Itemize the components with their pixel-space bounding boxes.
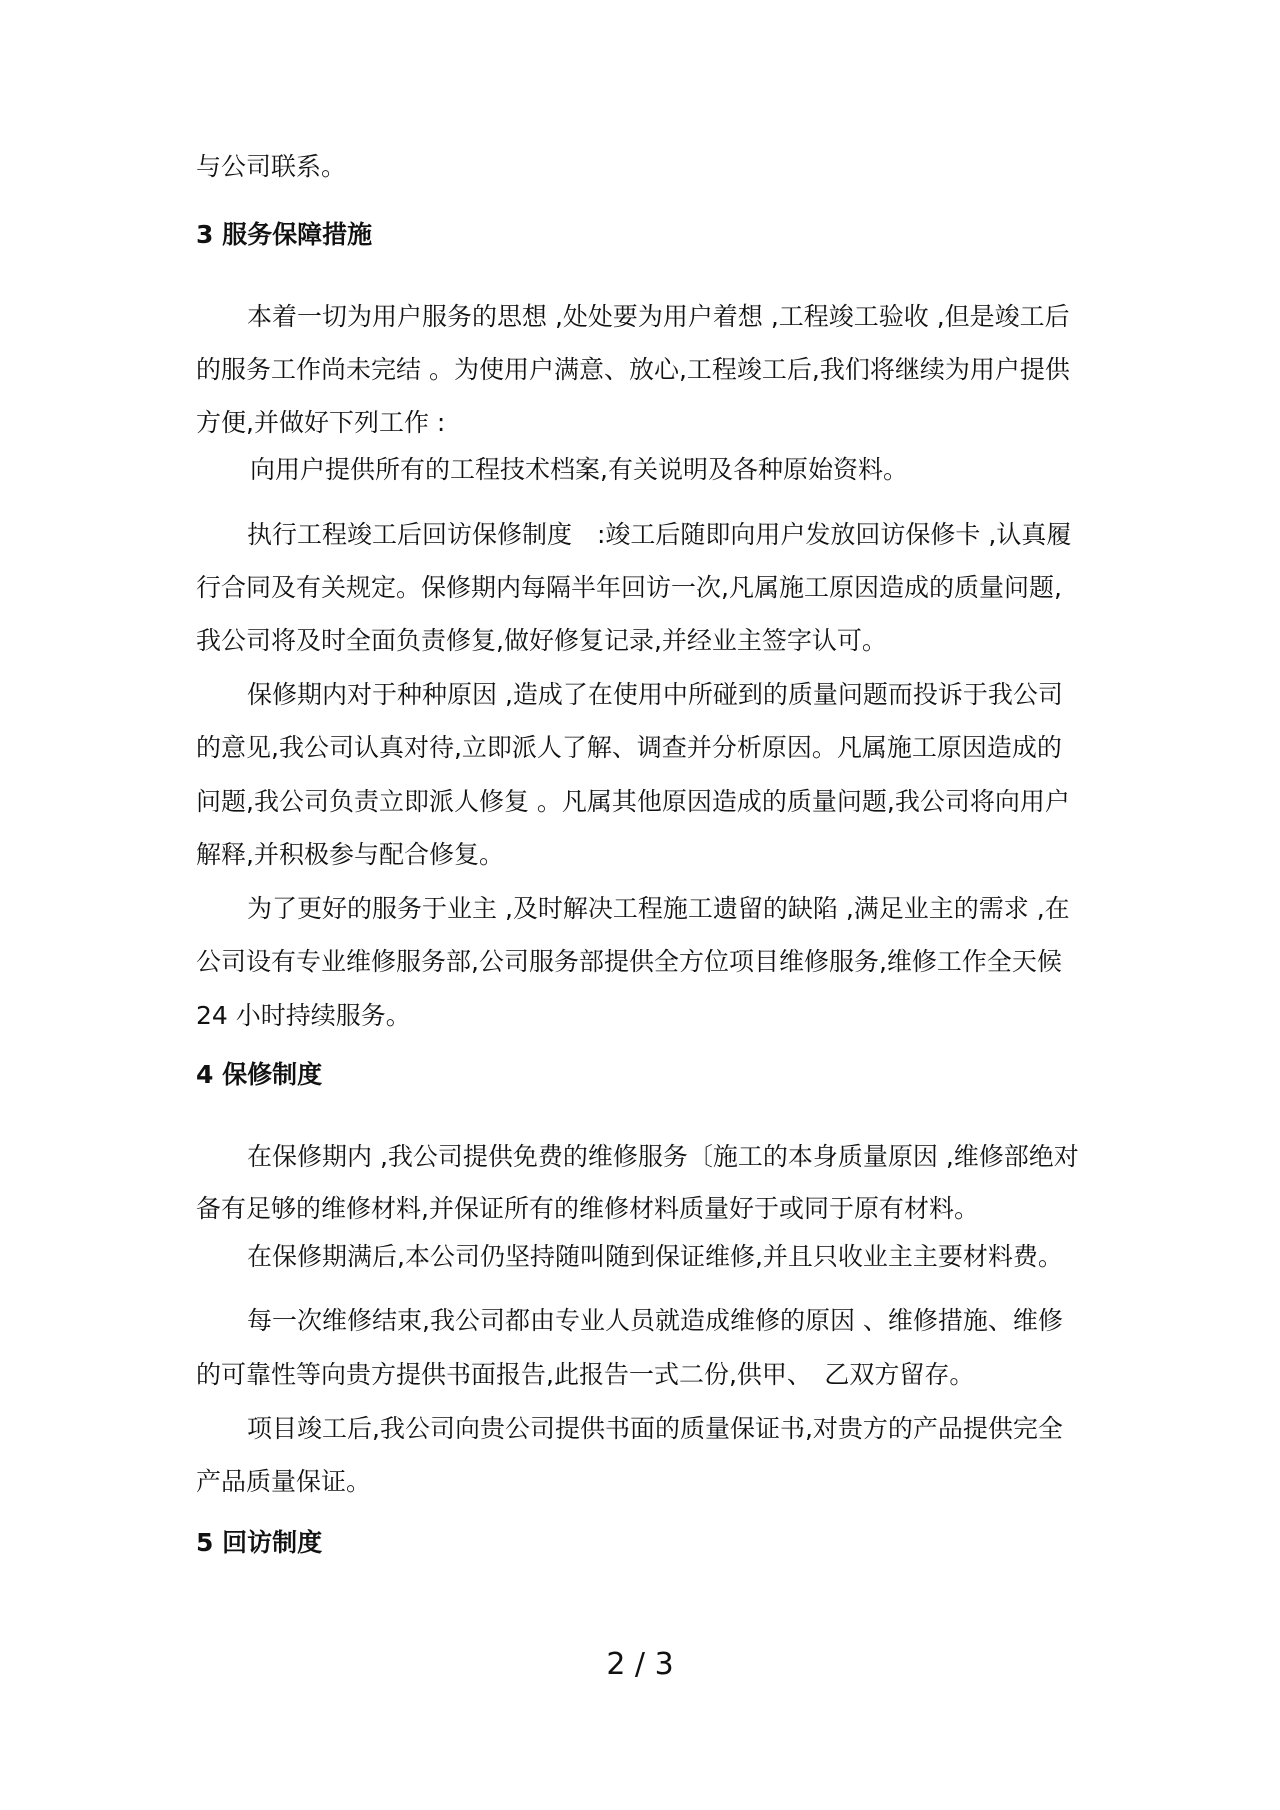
section-heading-4: 4 保修制度 xyxy=(196,1060,323,1089)
text-line: 保修期内对于种种原因 ,造成了在使用中所碰到的质量问题而投诉于我公司 xyxy=(247,680,1063,709)
text-line: 方便,并做好下列工作 : xyxy=(196,408,446,437)
text-line: 项目竣工后,我公司向贵公司提供书面的质量保证书,对贵方的产品提供完全 xyxy=(247,1414,1063,1443)
text-line: 公司设有专业维修服务部,公司服务部提供全方位项目维修服务,维修工作全天候 xyxy=(196,947,1062,976)
text-line: 为了更好的服务于业主 ,及时解决工程施工遗留的缺陷 ,满足业主的需求 ,在 xyxy=(247,894,1070,923)
text-line: 在保修期满后,本公司仍坚持随叫随到保证维修,并且只收业主主要材料费。 xyxy=(247,1242,1063,1271)
text-line: 与公司联系。 xyxy=(196,152,347,181)
text-line: 的服务工作尚未完结 。为使用户满意、放心,工程竣工后,我们将继续为用户提供 xyxy=(196,355,1070,384)
section-heading-3: 3 服务保障措施 xyxy=(196,220,373,249)
text-line: 解释,并积极参与配合修复。 xyxy=(196,840,504,869)
section-heading-5: 5 回访制度 xyxy=(196,1528,323,1557)
text-line: 本着一切为用户服务的思想 ,处处要为用户着想 ,工程竣工验收 ,但是竣工后 xyxy=(247,302,1070,331)
text-line: 的可靠性等向贵方提供书面报告,此报告一式二份,供甲、 乙双方留存。 xyxy=(196,1360,975,1389)
text-line: 行合同及有关规定。保修期内每隔半年回访一次,凡属施工原因造成的质量问题, xyxy=(196,573,1062,602)
page-number: 2 / 3 xyxy=(606,1647,674,1682)
text-line: 每一次维修结束,我公司都由专业人员就造成维修的原因 、维修措施、维修 xyxy=(247,1306,1063,1335)
text-line: 24 小时持续服务。 xyxy=(196,1001,411,1030)
text-line: 产品质量保证。 xyxy=(196,1467,372,1496)
text-line: 问题,我公司负责立即派人修复 。凡属其他原因造成的质量问题,我公司将向用户 xyxy=(196,787,1070,816)
text-line: 备有足够的维修材料,并保证所有的维修材料质量好于或同于原有材料。 xyxy=(196,1194,979,1223)
text-line: 的意见,我公司认真对待,立即派人了解、调查并分析原因。凡属施工原因造成的 xyxy=(196,733,1062,762)
text-line: 执行工程竣工后回访保修制度 :竣工后随即向用户发放回访保修卡 ,认真履 xyxy=(247,520,1072,549)
text-line: 向用户提供所有的工程技术档案,有关说明及各种原始资料。 xyxy=(250,455,908,484)
text-line: 在保修期内 ,我公司提供免费的维修服务〔施工的本身质量原因 ,维修部绝对 xyxy=(247,1142,1079,1171)
text-line: 我公司将及时全面负责修复,做好修复记录,并经业主签字认可。 xyxy=(196,626,887,655)
